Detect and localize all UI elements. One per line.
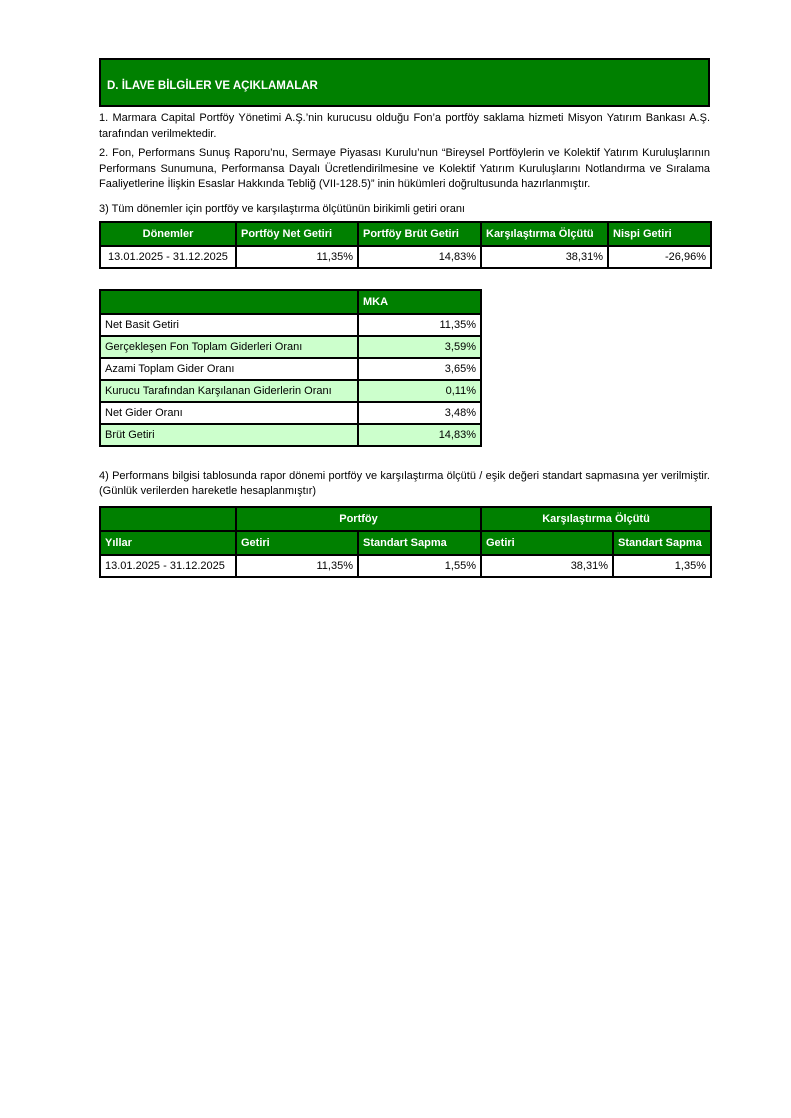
header-donemler: Dönemler: [100, 222, 236, 246]
mka-row-label: Net Basit Getiri: [100, 314, 358, 336]
performance-header-row: [100, 531, 711, 555]
mka-row-value: 3,65%: [358, 358, 481, 380]
cell-benchmark-std: 1,35%: [613, 555, 711, 577]
table-row: [100, 314, 481, 336]
mka-row-label: Brüt Getiri: [100, 424, 358, 446]
cell-relative-return: -26,96%: [608, 246, 711, 268]
mka-header-label: MKA: [358, 290, 481, 314]
header-portfolio-standart-sapma: Standart Sapma: [358, 531, 481, 555]
header-karsilastirma-olcutu: Karşılaştırma Ölçütü: [481, 222, 608, 246]
table-row: [100, 380, 481, 402]
cell-net-return: 11,35%: [236, 246, 358, 268]
performance-data-row: [100, 555, 711, 577]
performance-stddev-table: [99, 506, 712, 578]
cell-period: 13.01.2025 - 31.12.2025: [100, 246, 236, 268]
mka-row-label: Gerçekleşen Fon Toplam Giderleri Oranı: [100, 336, 358, 358]
cumulative-data-row: [100, 246, 711, 268]
caption-standard-deviation: 4) Performans bilgisi tablosunda rapor dönemi portföy ve karşılaştırma ölçütü / eşik değeri standart sapmasına yer verilmiştir. (Günlük verilerden hareketle hesaplanmıştır): [99, 469, 710, 497]
group-header-portfolio: Portföy: [236, 507, 481, 531]
header-portfoy-net-getiri: Portföy Net Getiri: [236, 222, 358, 246]
mka-row-value: 0,11%: [358, 380, 481, 402]
cell-portfolio-return: 11,35%: [236, 555, 358, 577]
section-title: D. İLAVE BİLGİLER VE AÇIKLAMALAR: [107, 79, 318, 92]
cell-benchmark-return: 38,31%: [481, 555, 613, 577]
cell-years: 13.01.2025 - 31.12.2025: [100, 555, 236, 577]
mka-row-value: 11,35%: [358, 314, 481, 336]
report-content: [99, 58, 710, 578]
table-row: [100, 402, 481, 424]
paragraph-custodian: 1. Marmara Capital Portföy Yönetimi A.Ş.’nin kurucusu olduğu Fon’a portföy saklama hizmeti Misyon Yatırım Bankası A.Ş. tarafından verilmektedir.: [99, 112, 710, 140]
mka-row-value: 3,48%: [358, 402, 481, 424]
group-header-benchmark: Karşılaştırma Ölçütü: [481, 507, 711, 531]
table-row: [100, 358, 481, 380]
header-nispi-getiri: Nispi Getiri: [608, 222, 711, 246]
cell-gross-return: 14,83%: [358, 246, 481, 268]
mka-row-label: Azami Toplam Gider Oranı: [100, 358, 358, 380]
cell-benchmark-return: 38,31%: [481, 246, 608, 268]
header-portfolio-getiri: Getiri: [236, 531, 358, 555]
header-benchmark-getiri: Getiri: [481, 531, 613, 555]
mka-row-value: 14,83%: [358, 424, 481, 446]
mka-ratios-table: [99, 289, 482, 447]
cumulative-returns-table: [99, 221, 712, 269]
mka-row-label: Net Gider Oranı: [100, 402, 358, 424]
table-row: [100, 424, 481, 446]
paragraph-regulation: 2. Fon, Performans Sunuş Raporu’nu, Sermaye Piyasası Kurulu’nun “Bireysel Portföylerin ve Kolektif Yatırım Kuruluşlarının Performans Sunumuna, Performansa Dayalı Ücretlendirilmesine ve Kolektif Yatırım Kuruluşlarını Notlandırma ve Sıralama Faaliyetlerine İlişkin Esaslar Hakkında Tebliğ (VII-128.5)” inin hükümleri doğrultusunda hazırlanmıştır.: [99, 147, 710, 190]
header-portfoy-brut-getiri: Portföy Brüt Getiri: [358, 222, 481, 246]
mka-header-empty: [100, 290, 358, 314]
header-benchmark-standart-sapma: Standart Sapma: [613, 531, 711, 555]
performance-group-header-row: [100, 507, 711, 531]
mka-header-row: [100, 290, 481, 314]
caption-cumulative-returns: 3) Tüm dönemler için portföy ve karşılaştırma ölçütünün birikimli getiri oranı: [99, 202, 465, 215]
section-header-bar: [99, 58, 710, 107]
header-yillar: Yıllar: [100, 531, 236, 555]
table-row: [100, 336, 481, 358]
group-header-empty: [100, 507, 236, 531]
mka-row-value: 3,59%: [358, 336, 481, 358]
mka-row-label: Kurucu Tarafından Karşılanan Giderlerin Oranı: [100, 380, 358, 402]
cumulative-header-row: [100, 222, 711, 246]
cell-portfolio-std: 1,55%: [358, 555, 481, 577]
